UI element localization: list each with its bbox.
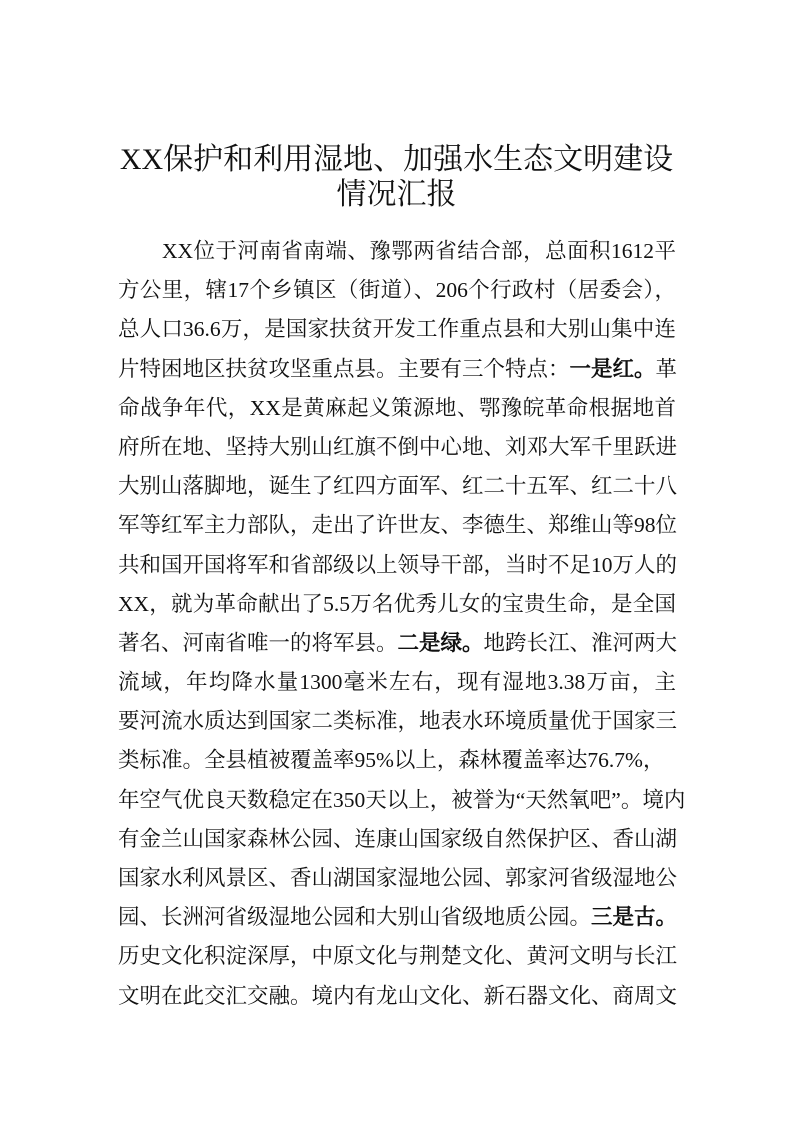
text-line bbox=[118, 702, 676, 741]
text-line bbox=[118, 232, 676, 271]
text-line bbox=[118, 741, 676, 780]
text-segment: XX位于河南省南端、豫鄂两省结合部，总面积1612平 bbox=[162, 239, 676, 263]
bold-heading-text: 三是古。 bbox=[591, 905, 678, 930]
text-segment: 园、长洲河省级湿地公园和大别山省级地质公园。 bbox=[118, 905, 592, 930]
text-segment: 著名、河南省唯一的将军县。 bbox=[118, 630, 398, 655]
text-segment: 年空气优良天数稳定在350天以上，被誉为“天然氧吧”。境内 bbox=[118, 787, 686, 812]
text-line bbox=[118, 546, 676, 585]
text-line bbox=[118, 624, 676, 663]
text-segment: 国家水利风景区、香山湖国家湿地公园、郭家河省级湿地公 bbox=[118, 866, 678, 890]
text-line bbox=[118, 937, 676, 976]
text-line bbox=[118, 859, 676, 898]
text-segment: 地跨长江、淮河两大 bbox=[483, 630, 678, 655]
text-segment: 流域，年均降水量1300毫米左右，现有湿地3.38万亩，主 bbox=[118, 670, 676, 695]
text-segment: 类标准。全县植被覆盖率95%以上，森林覆盖率达76.7%， bbox=[118, 748, 665, 773]
text-segment: 军等红军主力部队，走出了许世友、李德生、郑维山等98位 bbox=[118, 513, 678, 538]
text-segment: 片特困地区扶贫攻坚重点县。主要有三个特点： bbox=[118, 356, 570, 381]
document-title-line-1: XX保护和利用湿地、加强水生态文明建设 bbox=[119, 143, 674, 176]
text-segment: 大别山落脚地，诞生了红四方面军、红二十五军、红二十八 bbox=[118, 474, 678, 499]
bold-heading-text: 一是红。 bbox=[569, 356, 656, 381]
text-segment: 文明在此交汇交融。境内有龙山文化、新石器文化、商周文 bbox=[118, 983, 678, 1008]
text-line bbox=[118, 781, 686, 820]
body-paragraph bbox=[118, 232, 686, 1016]
text-segment: 命战争年代，XX是黄麻起义策源地、鄂豫皖革命根据地首 bbox=[118, 395, 676, 420]
text-segment: 革 bbox=[655, 356, 678, 381]
text-segment: 历史文化积淀深厚，中原文化与荆楚文化、黄河文明与长江 bbox=[118, 944, 678, 969]
text-segment: 方公里，辖17个乡镇区（街道）、206个行政村（居委会）， bbox=[118, 278, 676, 303]
text-segment: 总人口36.6万，是国家扶贫开发工作重点县和大别山集中连 bbox=[118, 317, 676, 342]
text-line bbox=[118, 820, 676, 859]
text-segment: 共和国开国将军和省部级以上领导干部，当时不足10万人的 bbox=[118, 552, 678, 577]
text-line bbox=[118, 898, 676, 937]
text-line bbox=[118, 585, 676, 624]
text-line bbox=[118, 271, 676, 310]
document-title-line-2: 情况汇报 bbox=[336, 178, 457, 211]
text-line bbox=[118, 310, 676, 349]
text-line bbox=[118, 350, 676, 389]
text-segment: 要河流水质达到国家二类标准，地表水环境质量优于国家三 bbox=[118, 709, 678, 734]
text-line bbox=[118, 977, 676, 1016]
text-segment: 府所在地、坚持大别山红旗不倒中心地、刘邓大军千里跃进 bbox=[118, 434, 678, 459]
text-segment: XX，就为革命献出了5.5万名优秀儿女的宝贵生命，是全国 bbox=[118, 591, 676, 616]
text-line bbox=[118, 428, 676, 467]
text-line bbox=[118, 467, 676, 506]
text-line bbox=[118, 506, 676, 545]
text-line bbox=[118, 663, 676, 702]
text-line bbox=[118, 389, 676, 428]
bold-heading-text: 二是绿。 bbox=[397, 630, 484, 655]
text-segment: 有金兰山国家森林公园、连康山国家级自然保护区、香山湖 bbox=[118, 826, 678, 851]
